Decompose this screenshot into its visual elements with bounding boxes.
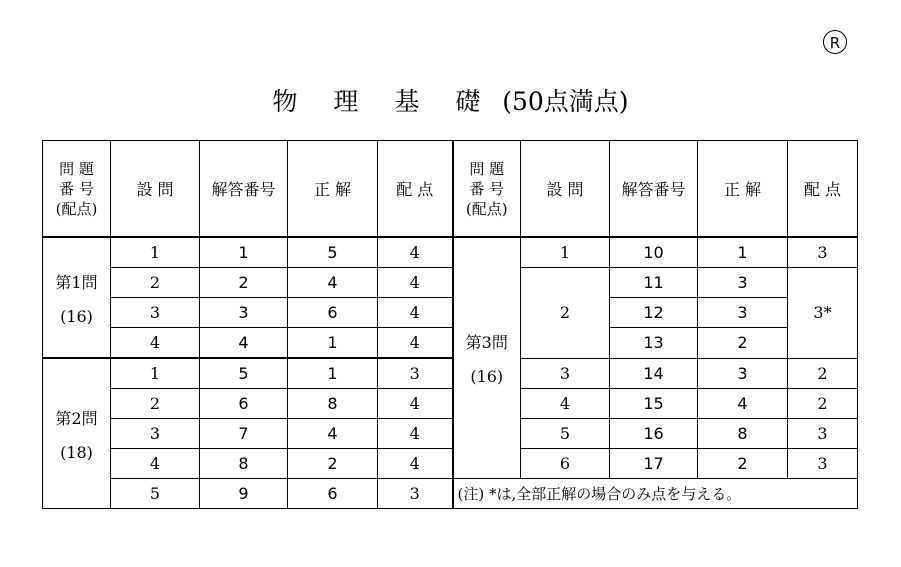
table-row bbox=[43, 328, 858, 359]
title-main: 物 理 基 礎 bbox=[272, 87, 495, 116]
correct-answer-cell: 6 bbox=[288, 479, 378, 509]
section-2-label: 第2問 bbox=[55, 408, 98, 428]
setsumon-cell: 4 bbox=[521, 389, 610, 419]
correct-answer-cell: 8 bbox=[698, 419, 788, 449]
points-cell: 4 bbox=[378, 389, 453, 419]
correct-answer-cell: 6 bbox=[288, 298, 378, 328]
answer-number-cell: 6 bbox=[200, 389, 288, 419]
answer-number-cell: 3 bbox=[200, 298, 288, 328]
answer-table bbox=[42, 140, 858, 509]
correct-answer-cell: 3 bbox=[698, 298, 788, 328]
header-correct-left: 正 解 bbox=[288, 141, 378, 238]
section-1-label: 第1問 bbox=[55, 272, 98, 292]
answer-number-cell: 12 bbox=[610, 298, 698, 328]
section-3-cell bbox=[453, 237, 521, 479]
setsumon-cell: 5 bbox=[111, 479, 200, 509]
answer-number-cell: 10 bbox=[610, 237, 698, 268]
setsumon-cell: 5 bbox=[521, 419, 610, 449]
header-question-number-left bbox=[43, 141, 111, 238]
setsumon-cell: 2 bbox=[521, 268, 610, 359]
header-q-line1: 問 題 bbox=[469, 159, 505, 178]
correct-answer-cell: 2 bbox=[698, 328, 788, 359]
points-cell: 4 bbox=[378, 237, 453, 268]
footnote: (注) *は,全部正解の場合のみ点を与える。 bbox=[453, 479, 858, 509]
setsumon-cell: 4 bbox=[111, 449, 200, 479]
correct-answer-cell: 4 bbox=[288, 419, 378, 449]
correct-answer-cell: 1 bbox=[698, 237, 788, 268]
correct-answer-cell: 4 bbox=[698, 389, 788, 419]
section-1-cell bbox=[43, 237, 111, 358]
header-correct-right: 正 解 bbox=[698, 141, 788, 238]
answer-number-cell: 14 bbox=[610, 358, 698, 389]
points-cell: 3 bbox=[378, 358, 453, 389]
answer-number-cell: 11 bbox=[610, 268, 698, 298]
table-row bbox=[43, 358, 858, 389]
correct-answer-cell: 3 bbox=[698, 268, 788, 298]
header-q-line3: (配点) bbox=[55, 199, 98, 218]
setsumon-cell: 2 bbox=[111, 268, 200, 298]
correct-answer-cell: 4 bbox=[288, 268, 378, 298]
table-row bbox=[43, 479, 858, 509]
section-3-label: 第3問 bbox=[465, 333, 508, 352]
registered-mark: R bbox=[823, 30, 847, 54]
answer-number-cell: 13 bbox=[610, 328, 698, 359]
correct-answer-cell: 1 bbox=[288, 328, 378, 359]
points-cell: 4 bbox=[378, 298, 453, 328]
points-cell: 3 bbox=[788, 419, 858, 449]
correct-answer-cell: 2 bbox=[288, 449, 378, 479]
correct-answer-cell: 5 bbox=[288, 237, 378, 268]
points-cell: 4 bbox=[378, 449, 453, 479]
answer-number-cell: 4 bbox=[200, 328, 288, 359]
correct-answer-cell: 8 bbox=[288, 389, 378, 419]
answer-number-cell: 7 bbox=[200, 419, 288, 449]
points-cell: 2 bbox=[788, 389, 858, 419]
points-cell: 4 bbox=[378, 268, 453, 298]
answer-number-cell: 9 bbox=[200, 479, 288, 509]
setsumon-cell: 1 bbox=[111, 237, 200, 268]
section-2-points: (18) bbox=[60, 442, 93, 462]
page-title bbox=[0, 82, 901, 118]
table-row bbox=[43, 268, 858, 298]
header-points-left: 配 点 bbox=[378, 141, 453, 238]
setsumon-cell: 3 bbox=[111, 298, 200, 328]
table-row bbox=[43, 389, 858, 419]
header-q-line2: 番 号 bbox=[59, 179, 94, 198]
header-q-line3: (配点) bbox=[465, 199, 508, 218]
setsumon-cell: 2 bbox=[111, 389, 200, 419]
header-setsumon-right: 設 問 bbox=[521, 141, 610, 238]
header-question-number-right bbox=[453, 141, 521, 238]
answer-number-cell: 8 bbox=[200, 449, 288, 479]
section-3-points: (16) bbox=[470, 367, 504, 386]
points-cell: 4 bbox=[378, 328, 453, 359]
points-cell: 3 bbox=[788, 237, 858, 268]
section-1-points: (16) bbox=[60, 306, 93, 326]
answer-number-cell: 15 bbox=[610, 389, 698, 419]
setsumon-cell: 1 bbox=[521, 237, 610, 268]
points-cell: 2 bbox=[788, 358, 858, 389]
answer-number-cell: 2 bbox=[200, 268, 288, 298]
header-answer-number-left: 解答番号 bbox=[200, 141, 288, 238]
table-row bbox=[43, 449, 858, 479]
correct-answer-cell: 3 bbox=[698, 358, 788, 389]
table-row bbox=[43, 237, 858, 268]
setsumon-cell: 6 bbox=[521, 449, 610, 479]
answer-number-cell: 16 bbox=[610, 419, 698, 449]
setsumon-cell: 3 bbox=[111, 419, 200, 449]
header-row bbox=[43, 141, 858, 238]
answer-number-cell: 17 bbox=[610, 449, 698, 479]
table-row bbox=[43, 419, 858, 449]
points-cell: 4 bbox=[378, 419, 453, 449]
table-row bbox=[43, 298, 858, 328]
points-cell: 3 bbox=[788, 449, 858, 479]
section-2-cell bbox=[43, 358, 111, 509]
answer-number-cell: 1 bbox=[200, 237, 288, 268]
setsumon-cell: 4 bbox=[111, 328, 200, 359]
answer-number-cell: 5 bbox=[200, 358, 288, 389]
setsumon-cell: 1 bbox=[111, 358, 200, 389]
setsumon-cell: 3 bbox=[521, 358, 610, 389]
correct-answer-cell: 2 bbox=[698, 449, 788, 479]
header-q-line1: 問 題 bbox=[59, 159, 94, 178]
header-q-line2: 番 号 bbox=[469, 179, 505, 198]
correct-answer-cell: 1 bbox=[288, 358, 378, 389]
points-cell: 3 bbox=[378, 479, 453, 509]
header-points-right: 配 点 bbox=[788, 141, 858, 238]
title-total-points: (50点満点) bbox=[502, 87, 629, 116]
points-cell: 3* bbox=[788, 268, 858, 359]
header-setsumon-left: 設 問 bbox=[111, 141, 200, 238]
header-answer-number-right: 解答番号 bbox=[610, 141, 698, 238]
